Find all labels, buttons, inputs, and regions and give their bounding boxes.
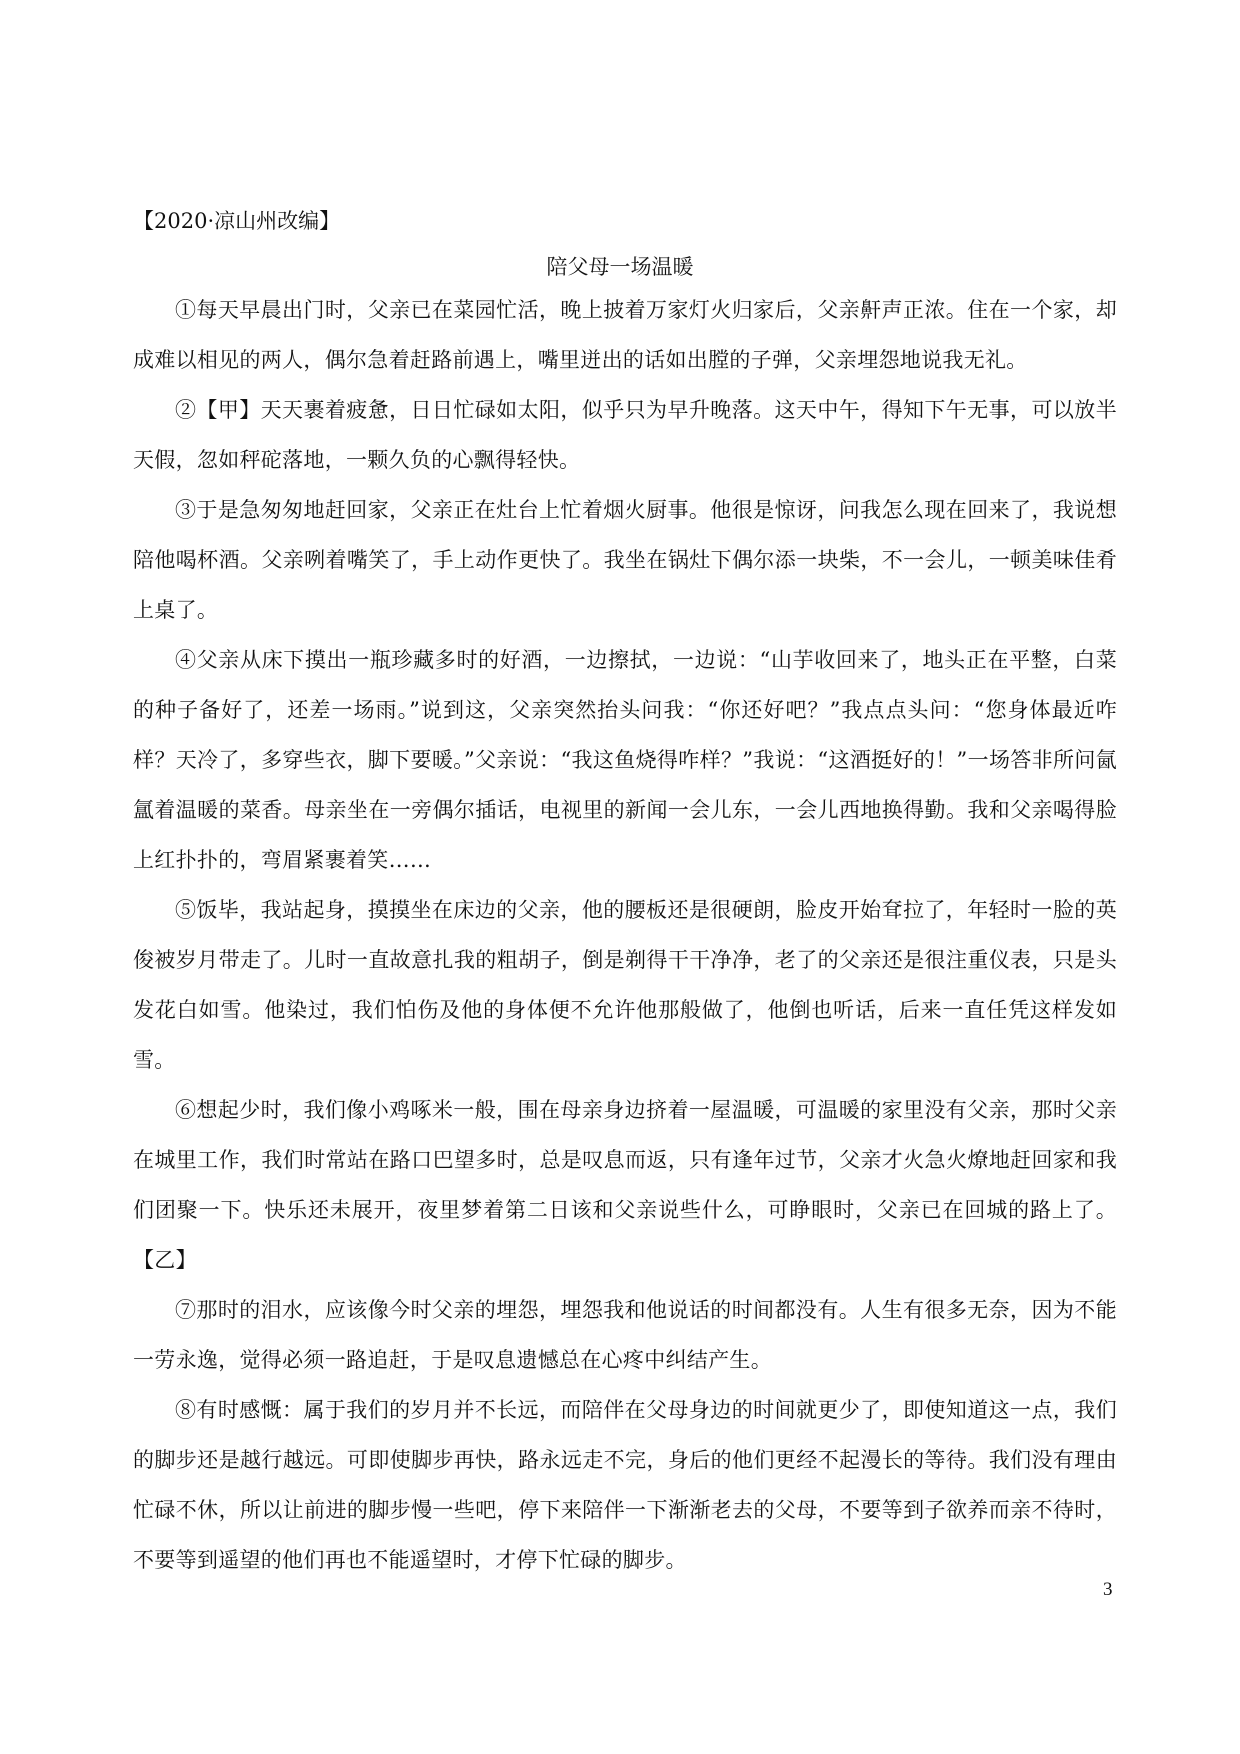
article-title: 陪父母一场温暖 (546, 255, 694, 279)
paragraph-8: ⑧有时感慨：属于我们的岁月并不长远，而陪伴在父母身边的时间就更少了，即使知道这一点，我们的脚步还是越行越远。可即使脚步再快，路永远走不完，身后的他们更经不起漫长的等待。我们没有理由忙碌不休，所以让前进的脚步慢一些吧，停下来陪伴一下渐渐老去的父母，不要等到子欲养而亲不待时，不要等到遥望的他们再也不能遥望时，才停下忙碌的脚步。 (133, 1398, 1117, 1572)
paragraph-7: ⑦那时的泪水，应该像今时父亲的埋怨，埋怨我和他说话的时间都没有。人生有很多无奈，因为不能一劳永逸，觉得必须一路追赶，于是叹息遗憾总在心疼中纠结产生。 (133, 1298, 1117, 1372)
paragraph-5: ⑤饭毕，我站起身，摸摸坐在床边的父亲，他的腰板还是很硬朗，脸皮开始耷拉了，年轻时一脸的英俊被岁月带走了。儿时一直故意扎我的粗胡子，倒是剃得干干净净，老了的父亲还是很注重仪表，只是头发花白如雪。他染过，我们怕伤及他的身体便不允许他那般做了，他倒也听话，后来一直任凭这样发如雪。 (133, 898, 1117, 1072)
paragraph-6: ⑥想起少时，我们像小鸡啄米一般，围在母亲身边挤着一屋温暖，可温暖的家里没有父亲，那时父亲在城里工作，我们时常站在路口巴望多时，总是叹息而返，只有逢年过节，父亲才火急火燎地赶回家和我们团聚一下。快乐还未展开，夜里梦着第二日该和父亲说些什么，可睁眼时，父亲已在回城的路上了。【乙】 (133, 1098, 1117, 1272)
article-body (133, 285, 1117, 1585)
paragraph-2: ②【甲】天天裹着疲惫，日日忙碌如太阳，似乎只为早升晚落。这天中午，得知下午无事，可以放半天假，忽如秤砣落地，一颗久负的心飘得轻快。 (133, 398, 1117, 472)
paragraph-4: ④父亲从床下摸出一瓶珍藏多时的好酒，一边擦拭，一边说：“山芋收回来了，地头正在平整，白菜的种子备好了，还差一场雨。”说到这，父亲突然抬头问我：“你还好吧？”我点点头问：“您身体最近咋样？天冷了，多穿些衣，脚下要暖。”父亲说：“我这鱼烧得咋样？”我说：“这酒挺好的！”一场答非所问氤氲着温暖的菜香。母亲坐在一旁偶尔插话，电视里的新闻一会儿东，一会儿西地换得勤。我和父亲喝得脸上红扑扑的，弯眉紧裹着笑…… (133, 648, 1117, 872)
page-number: 3 (1103, 1579, 1113, 1600)
paragraph-3: ③于是急匆匆地赶回家，父亲正在灶台上忙着烟火厨事。他很是惊讶，问我怎么现在回来了，我说想陪他喝杯酒。父亲咧着嘴笑了，手上动作更快了。我坐在锅灶下偶尔添一块柴，不一会儿，一顿美味佳肴上桌了。 (133, 498, 1117, 622)
source-tag: 【2020·凉山州改编】 (133, 209, 341, 233)
paragraph-1: ①每天早晨出门时，父亲已在菜园忙活，晚上披着万家灯火归家后，父亲鼾声正浓。住在一个家，却成难以相见的两人，偶尔急着赶路前遇上，嘴里迸出的话如出膛的子弹，父亲埋怨地说我无礼。 (133, 298, 1117, 372)
